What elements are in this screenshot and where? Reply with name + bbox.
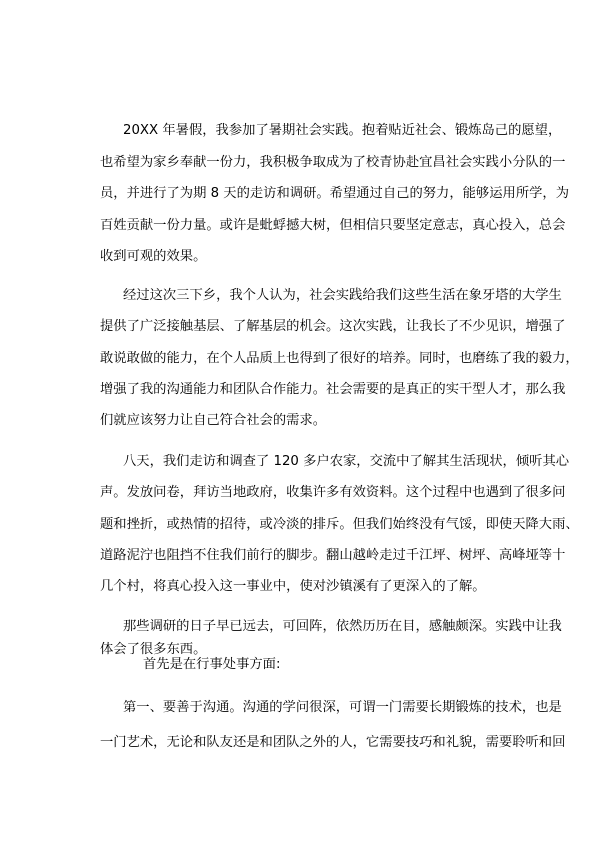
paragraph-3-line-3: 题和挫折，或热情的招待，或冷淡的排斥。但我们始终没有气馁，即使天降大雨、 [100,517,579,532]
paragraph-6-line-1: 第一、要善于沟通。沟通的学问很深，可谓一门需要长期锻炼的技术，也是 [123,700,562,715]
paragraph-1-line-3: 员，并进行了为期 8 天的走访和调研。希望通过自己的努力，能够运用所学，为 [100,186,570,201]
paragraph-2-line-5: 们就应该努力让自己符合社会的需求。 [100,413,327,428]
paragraph-6-line-2: 一门艺术，无论和队友还是和团队之外的人，它需要技巧和礼貌，需要聆听和回 [100,735,566,750]
paragraph-3-line-4: 道路泥泞也阻挡不住我们前行的脚步。翻山越岭走过千江坪、树坪、高峰垭等十 [100,548,566,563]
paragraph-3-line-1: 八天，我们走访和调查了 120 多户农家，交流中了解其生活现状，倾听其心 [123,454,570,469]
paragraph-5-line-1: 首先是在行事处事方面: [143,657,281,672]
paragraph-1-line-1: 20XX 年暑假，我参加了暑期社会实践。抱着贴近社会、锻炼岛己的愿望， [123,123,562,138]
paragraph-1-line-4: 百姓贡献一份力量。或许是蚍蜉撼大树，但相信只要坚定意志，真心投入，总会 [100,218,566,233]
paragraph-1-line-2: 也希望为家乡奉献一份力，我积极争取成为了校青协赴宜昌社会实践小分队的一 [100,155,566,170]
paragraph-2-line-2: 提供了广泛接触基层、了解基层的机会。这次实践，让我长了不少见识，增强了 [100,319,566,334]
paragraph-3-line-5: 几个村，将真心投入这一事业中，使对沙镇溪有了更深入的了解。 [100,579,486,594]
paragraph-2-line-4: 增强了我的沟通能力和团队合作能力。社会需要的是真正的实干型人才，那么我 [100,382,566,397]
paragraph-2-line-3: 敢说敢做的能力，在个人品质上也得到了很好的培养。同时，也磨练了我的毅力， [100,351,579,366]
paragraph-4-line-2: 体会了很多东西。 [100,642,207,657]
paragraph-3-line-2: 声。发放问卷，拜访当地政府，收集许多有效资料。这个过程中也遇到了很多问 [100,485,566,500]
paragraph-2-line-1: 经过这次三下乡，我个人认为，社会实践给我们这些生活在象牙塔的大学生 [123,288,562,303]
paragraph-4-line-1: 那些调研的日子早已远去，可回阵，依然历历在目，感触颇深。实践中让我 [123,619,562,634]
paragraph-1-line-5: 收到可观的效果。 [100,249,207,264]
